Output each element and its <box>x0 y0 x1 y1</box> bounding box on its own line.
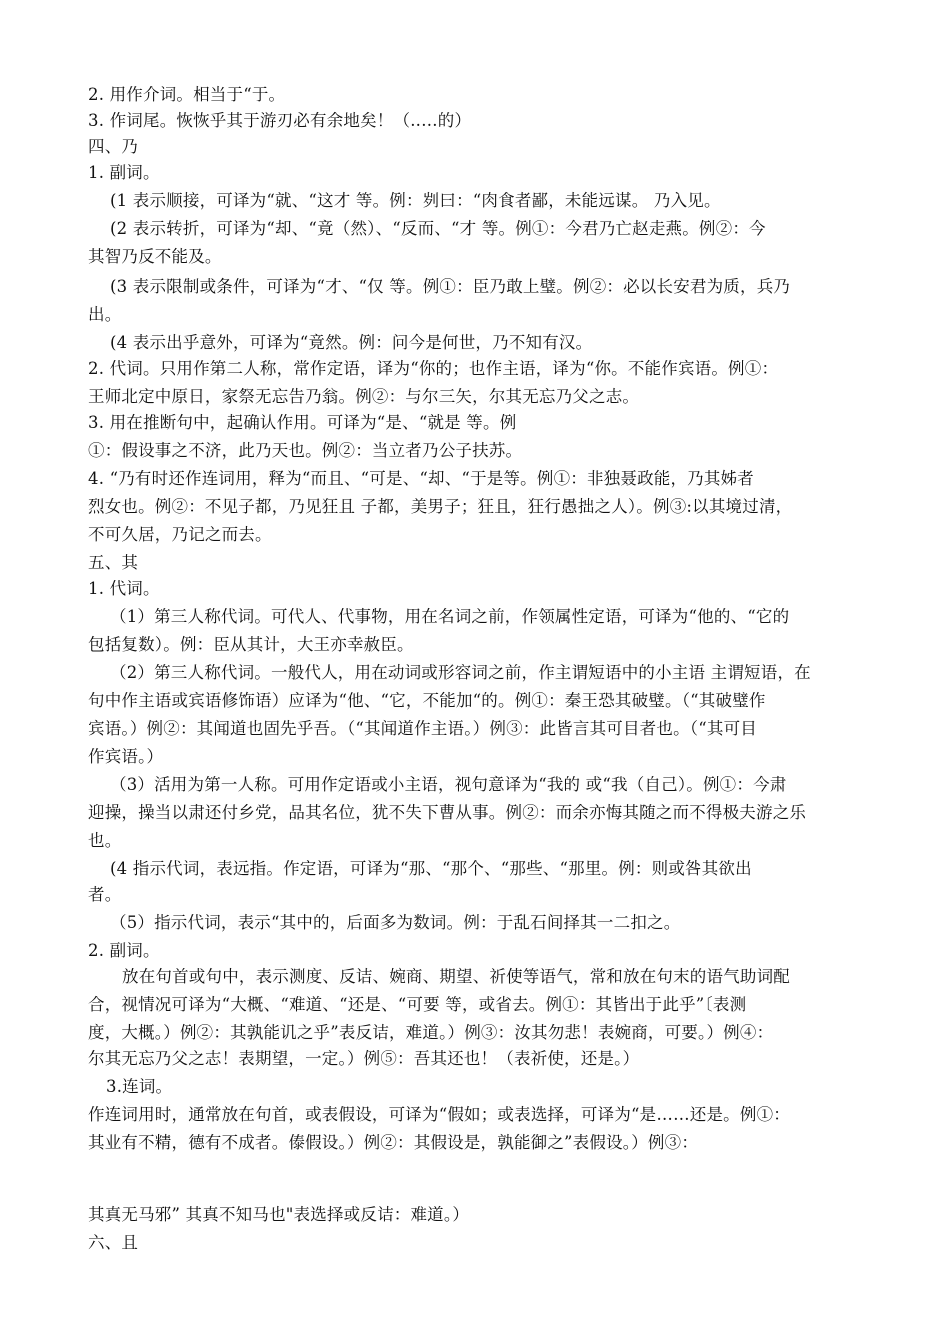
text-line: 烈女也。例②：不见子都，乃见狂且 子都，美男子；狂且，狂行愚拙之人）。例③:以其境过清， <box>88 497 793 516</box>
text-line: 4. “乃有时还作连词用，释为“而且、“可是、“却、“于是等。例①：非独聂政能，乃其姊者 <box>88 469 754 488</box>
text-line: 作连词用时，通常放在句首，或表假设，可译为“假如；或表选择，可译为“是……还是。例①： <box>88 1105 790 1124</box>
text-line: 3. 作词尾。恢恢乎其于游刃必有余地矣！（..…的） <box>88 111 472 130</box>
text-line: 迎操，操当以肃还付乡党，品其名位，犹不失下曹从事。例②：而余亦悔其随之而不得极夫游之乐 <box>88 803 807 822</box>
text-line: 句中作主语或宾语修饰语）应译为“他、“它，不能加“的。例①：秦王恐其破璧。（“其破璧作 <box>88 691 766 710</box>
text-line: 其智乃反不能及。 <box>88 247 222 266</box>
text-line: 其真无马邪” 其真不知马也"表选择或反诘：难道。） <box>88 1205 470 1224</box>
text-line: 王师北定中原日，家祭无忘告乃翁。例②：与尔三矢，尔其无忘乃父之志。 <box>88 387 640 406</box>
text-line: 尔其无忘乃父之志！表期望，一定。）例⑤：吾其还也！（表祈使，还是。） <box>88 1049 640 1068</box>
text-line: 2. 副词。 <box>88 941 160 960</box>
text-line: 作宾语。） <box>88 747 164 766</box>
text-line: 3. 用在推断句中，起确认作用。可译为“是、“就是 等。例 <box>88 413 517 432</box>
text-line: （1）第三人称代词。可代人、代事物，用在名词之前，作领属性定语，可译为“他的、“它的 <box>110 607 790 626</box>
text-line: 1. 代词。 <box>88 579 160 598</box>
text-line: ①：假设事之不济，此乃天也。例②：当立者乃公子扶苏。 <box>88 441 523 460</box>
text-line: 2. 用作介词。相当于“于。 <box>88 85 286 104</box>
text-line: 3.连词。 <box>106 1077 173 1096</box>
text-line: （5）指示代词，表示“其中的，后面多为数词。例：于乱石间择其一二扣之。 <box>110 913 681 932</box>
text-line: (3 表示限制或条件，可译为“才、“仅 等。例①：臣乃敢上璧。例②：必以长安君为质，兵乃 <box>110 277 791 296</box>
text-line: 度，大概。）例②：其孰能讥之乎”表反诘，难道。）例③：汝其勿悲！表婉商，可要。）例④： <box>88 1023 774 1042</box>
text-line: (4 指示代词，表远指。作定语，可译为“那、“那个、“那些、“那里。例：则或咎其欲出 <box>110 859 752 878</box>
section-heading: 四、乃 <box>88 137 139 156</box>
text-line: 包括复数）。例：臣从其计，大王亦幸赦臣。 <box>88 635 414 654</box>
text-line: (4 表示出乎意外，可译为“竟然。例：问今是何世，乃不知有汉。 <box>110 333 593 352</box>
text-line: 放在句首或句中，表示测度、反诘、婉商、期望、祈使等语气，常和放在句末的语气助词配 <box>122 967 790 986</box>
text-line: 宾语。）例②：其闻道也固先乎吾。（“其闻道作主语。）例③：此皆言其可目者也。（“其可目 <box>88 719 757 738</box>
section-heading: 五、其 <box>88 553 139 572</box>
text-line: （3）活用为第一人称。可用作定语或小主语，视句意译为“我的 或“我（自己）。例①：今肃 <box>110 775 787 794</box>
text-line: 合，视情况可译为“大概、“难道、“还是、“可要 等，或省去。例①：其皆出于此乎”〔表测 <box>88 995 747 1014</box>
text-line: 其业有不精，德有不成者。傣假设。）例②：其假设是，孰能御之”表假设。）例③： <box>88 1133 699 1152</box>
text-line: (2 表示转折，可译为“却、“竟（然）、“反而、“才 等。例①：今君乃亡赵走燕。例②：今 <box>110 219 766 238</box>
text-line: 也。 <box>88 831 122 850</box>
text-line: 者。 <box>88 885 122 904</box>
text-line: 出。 <box>88 305 122 324</box>
text-line: 不可久居，乃记之而去。 <box>88 525 272 544</box>
text-line: (1 表示顺接，可译为“就、“这才 等。例：刿曰：“肉食者鄙，未能远谋。 乃入见。 <box>110 191 721 210</box>
section-heading: 六、且 <box>88 1233 139 1252</box>
text-line: 1. 副词。 <box>88 163 160 182</box>
text-line: （2）第三人称代词。一般代人，用在动词或形容词之前，作主谓短语中的小主语 主谓短语，在 <box>110 663 811 682</box>
text-line: 2. 代词。只用作第二人称，常作定语，译为“你的；也作主语，译为“你。不能作宾语。例①： <box>88 359 779 378</box>
